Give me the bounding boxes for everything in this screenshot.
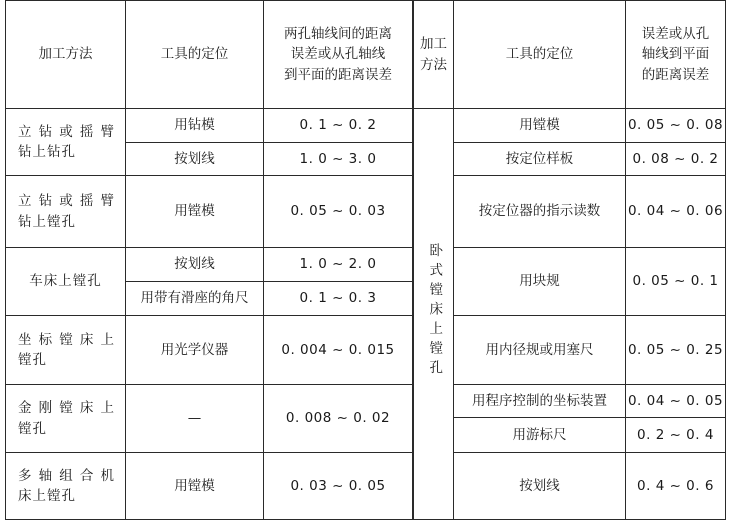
method-line: 立钻或摇臂 [18, 123, 115, 140]
tool-cell: 按划线 [454, 453, 626, 520]
value-cell: 1. 0 ~ 2. 0 [264, 248, 413, 282]
tool-cell: 用带有滑座的角尺 [126, 282, 264, 316]
table-row [6, 176, 413, 248]
table-row [6, 109, 413, 143]
header-error-line: 两孔轴线间的距离 [284, 26, 392, 43]
table-row [6, 453, 413, 520]
value-cell: 0. 05 ~ 0. 08 [626, 109, 726, 143]
method-line: 钻上镗孔 [18, 213, 76, 230]
table-row [414, 418, 726, 453]
value-cell: 0. 004 ~ 0. 015 [264, 316, 413, 385]
method-line: 钻上钻孔 [18, 144, 76, 160]
header-tool: 工具的定位 [126, 1, 264, 109]
value-cell: 0. 05 ~ 0. 25 [626, 316, 726, 385]
method-cell [6, 109, 126, 176]
tool-cell: 按划线 [126, 248, 264, 282]
value-cell: 0. 04 ~ 0. 06 [626, 176, 726, 248]
tool-cell: 按定位样板 [454, 143, 626, 176]
header-error-line: 的距离误差 [641, 66, 710, 83]
method-line: 车床上镗孔 [29, 273, 102, 290]
tool-cell: 用块规 [454, 248, 626, 316]
value-cell: 0. 4 ~ 0. 6 [626, 453, 726, 520]
header-method-line: 方法 [420, 56, 447, 73]
method-cell [6, 248, 126, 316]
table-row [414, 176, 726, 248]
method-cell [6, 176, 126, 248]
table-row [6, 316, 413, 385]
left-table [5, 0, 413, 520]
tool-cell: 按划线 [126, 143, 264, 176]
tool-cell: 用镗模 [126, 453, 264, 520]
value-cell: 1. 0 ~ 3. 0 [264, 143, 413, 176]
method-cell [414, 109, 454, 520]
table-row [414, 316, 726, 385]
method-line: 镗孔 [18, 352, 47, 368]
header-error-line: 误差或从孔轴线 [290, 46, 386, 63]
header-error-line: 轴线到平面 [641, 46, 710, 63]
table-row [414, 248, 726, 316]
table-row [414, 143, 726, 176]
value-cell: 0. 1 ~ 0. 2 [264, 109, 413, 143]
header-error-line: 到平面的距离误差 [284, 66, 392, 83]
value-cell: 0. 008 ~ 0. 02 [264, 385, 413, 453]
method-line: 金刚镗床上 [18, 400, 115, 417]
header-error [626, 1, 726, 109]
header-method [414, 1, 454, 109]
header-tool: 工具的定位 [454, 1, 626, 109]
table-row [6, 248, 413, 282]
table-row [414, 453, 726, 520]
tool-cell: 用钻模 [126, 109, 264, 143]
tool-cell: 用光学仪器 [126, 316, 264, 385]
tool-cell: 用游标尺 [454, 418, 626, 453]
tool-cell: — [126, 385, 264, 453]
method-line: 镗孔 [18, 420, 47, 437]
method-cell [6, 316, 126, 385]
table-row [6, 385, 413, 453]
tool-cell: 用程序控制的坐标装置 [454, 385, 626, 418]
left-header-row [6, 1, 413, 109]
method-line: 坐标镗床上 [18, 331, 115, 348]
value-cell: 0. 05 ~ 0. 1 [626, 248, 726, 316]
tool-cell: 按定位器的指示读数 [454, 176, 626, 248]
value-cell: 0. 04 ~ 0. 05 [626, 385, 726, 418]
value-cell: 0. 03 ~ 0. 05 [264, 453, 413, 520]
table-row [414, 385, 726, 418]
value-cell: 0. 08 ~ 0. 2 [626, 143, 726, 176]
value-cell: 0. 2 ~ 0. 4 [626, 418, 726, 453]
method-cell [6, 453, 126, 520]
method-line: 床上镗孔 [18, 488, 76, 504]
tool-cell: 用镗模 [454, 109, 626, 143]
header-method-line: 加工 [420, 36, 447, 53]
tool-cell: 用内径规或用塞尺 [454, 316, 626, 385]
value-cell: 0. 1 ~ 0. 3 [264, 282, 413, 316]
method-cell [6, 385, 126, 453]
header-error-line: 误差或从孔 [641, 26, 710, 43]
method-line: 立钻或摇臂 [18, 193, 115, 210]
table-row [414, 109, 726, 143]
right-table [413, 0, 726, 520]
header-method: 加工方法 [6, 1, 126, 109]
value-cell: 0. 05 ~ 0. 03 [264, 176, 413, 248]
header-error [264, 1, 413, 109]
right-header-row [414, 1, 726, 109]
method-vertical-text: 卧式镗床上镗孔 [426, 242, 443, 380]
method-line: 多轴组合机 [18, 467, 115, 484]
tool-cell: 用镗模 [126, 176, 264, 248]
